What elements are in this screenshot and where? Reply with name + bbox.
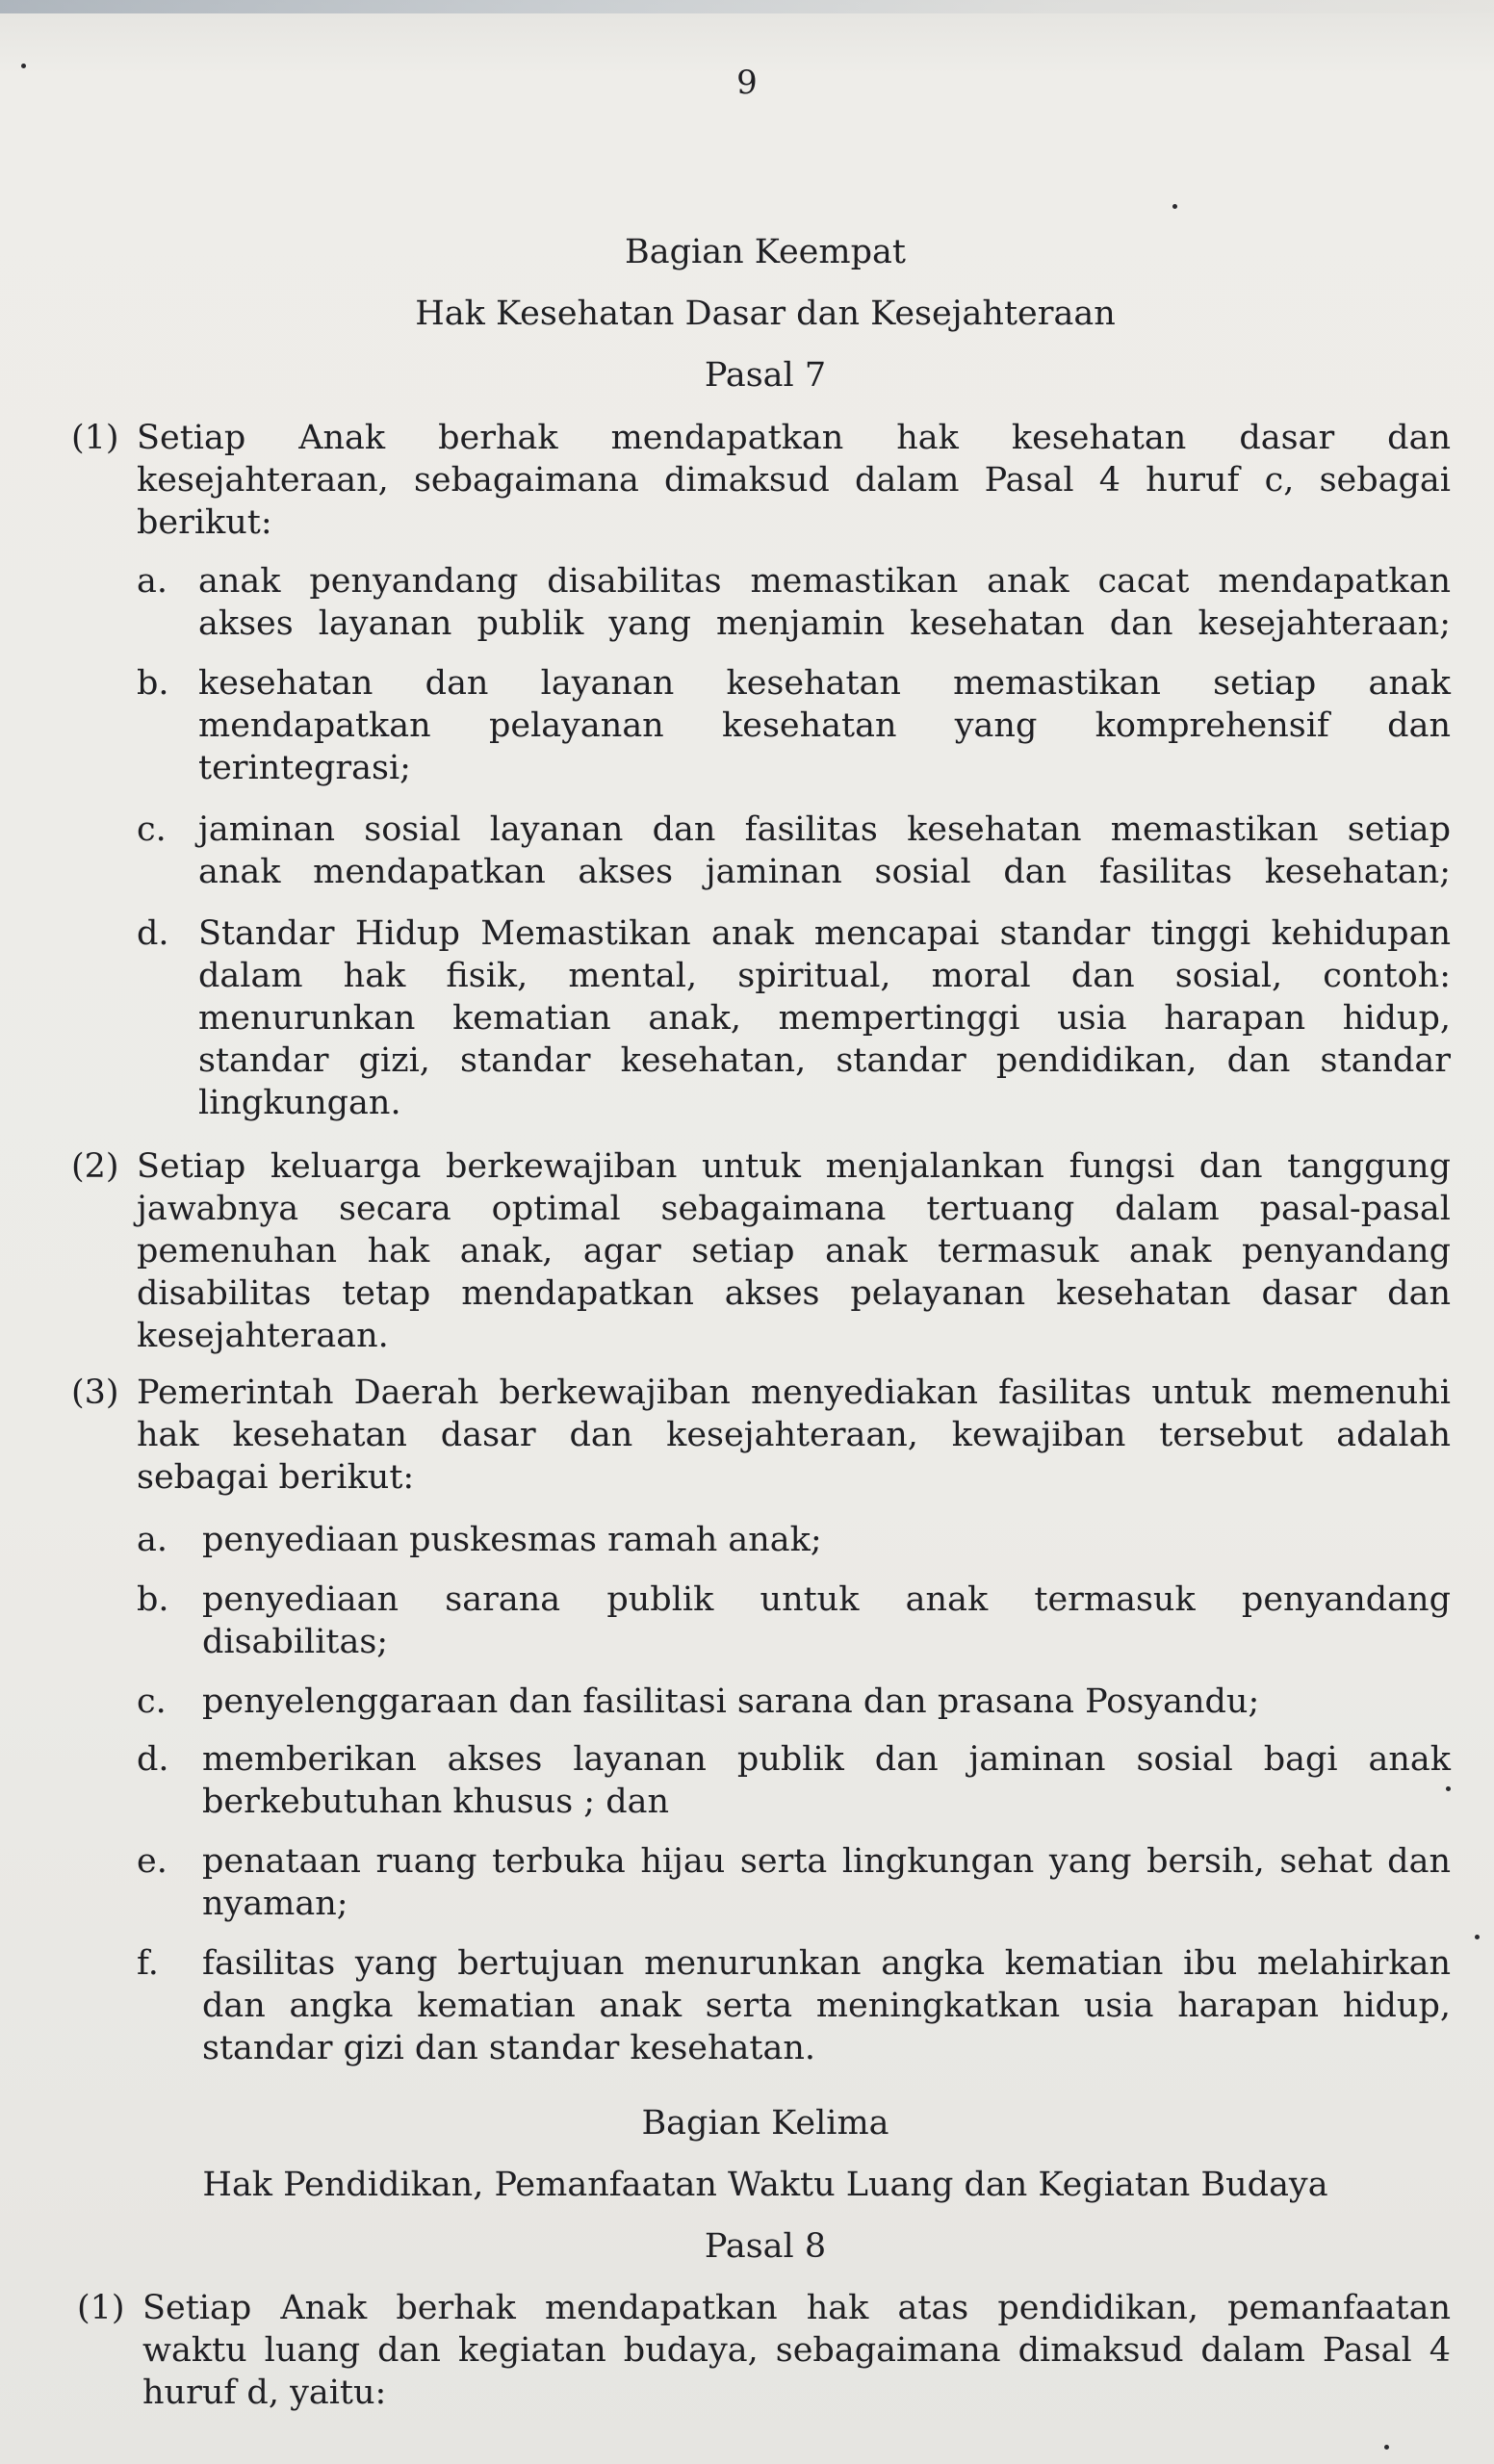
text-line: menurunkan kematian anak, mempertinggi usia harapan hidup, <box>198 999 1451 1038</box>
text-line: penyediaan puskesmas ramah anak; <box>202 1521 822 1559</box>
text-line: kesejahteraan, sebagaimana dimaksud dalam Pasal 4 huruf c, sebagai <box>137 461 1451 500</box>
paragraph-number: (1) <box>71 419 119 457</box>
list-label: d. <box>137 1740 169 1779</box>
text-line: anak penyandang disabilitas memastikan anak cacat mendapatkan <box>198 562 1451 601</box>
list-item <box>202 1681 1451 1723</box>
text-line: penataan ruang terbuka hijau serta lingkungan yang bersih, sehat dan <box>202 1842 1451 1881</box>
article-title: Pasal 7 <box>704 356 827 395</box>
list-item <box>202 1840 1451 1925</box>
list-label: a. <box>137 1521 167 1559</box>
paragraph <box>137 417 1451 544</box>
list-item <box>198 560 1451 645</box>
paragraph <box>137 1372 1451 1499</box>
list-label: e. <box>137 1842 167 1881</box>
text-line: jaminan sosial layanan dan fasilitas kesehatan memastikan setiap <box>198 810 1451 849</box>
text-line: Setiap Anak berhak mendapatkan hak atas pendidikan, pemanfaatan <box>142 2289 1451 2327</box>
text-line: huruf d, yaitu: <box>142 2374 387 2412</box>
article-title: Pasal 8 <box>704 2227 827 2266</box>
text-line: berikut: <box>137 503 272 542</box>
list-label: d. <box>137 914 169 953</box>
scan-speck <box>21 64 26 68</box>
list-label: b. <box>137 1580 169 1619</box>
text-line: akses layanan publik yang menjamin kesehatan dan kesejahteraan; <box>198 604 1451 643</box>
section-title: Hak Kesehatan Dasar dan Kesejahteraan <box>415 295 1116 333</box>
text-line: kesehatan dan layanan kesehatan memastikan setiap anak <box>198 664 1451 703</box>
list-item <box>198 808 1451 893</box>
text-line: disabilitas tetap mendapatkan akses pelayanan kesehatan dasar dan <box>137 1274 1451 1313</box>
page-number: 9 <box>736 64 758 102</box>
text-line: memberikan akses layanan publik dan jaminan sosial bagi anak <box>202 1740 1451 1779</box>
scan-speck <box>1446 1786 1451 1791</box>
list-item <box>198 912 1451 1124</box>
text-line: Setiap keluarga berkewajiban untuk menjalankan fungsi dan tanggung <box>137 1147 1451 1186</box>
paragraph <box>137 1145 1451 1357</box>
text-line: kesejahteraan. <box>137 1317 389 1355</box>
text-line: lingkungan. <box>198 1084 401 1122</box>
text-line: jawabnya secara optimal sebagaimana tertuang dalam pasal-pasal <box>137 1190 1451 1228</box>
list-item <box>198 662 1451 789</box>
text-line: standar gizi, standar kesehatan, standar pendidikan, dan standar <box>198 1041 1451 1080</box>
text-line: nyaman; <box>202 1885 348 1923</box>
text-line: Setiap Anak berhak mendapatkan hak kesehatan dasar dan <box>137 419 1451 457</box>
scan-speck <box>1384 2445 1389 2450</box>
text-line: hak kesehatan dasar dan kesejahteraan, kewajiban tersebut adalah <box>137 1416 1451 1454</box>
text-line: terintegrasi; <box>198 749 411 787</box>
paragraph-number: (1) <box>77 2289 125 2327</box>
scan-speck <box>1172 204 1177 209</box>
section-heading: Bagian Kelima <box>641 2104 889 2143</box>
text-line: dan angka kematian anak serta meningkatkan usia harapan hidup, <box>202 1987 1451 2025</box>
text-line: penyelenggaraan dan fasilitasi sarana dan prasana Posyandu; <box>202 1682 1260 1721</box>
section-title: Hak Pendidikan, Pemanfaatan Waktu Luang dan Kegiatan Budaya <box>202 2166 1328 2204</box>
text-line: Pemerintah Daerah berkewajiban menyediakan fasilitas untuk memenuhi <box>137 1373 1451 1412</box>
text-line: mendapatkan pelayanan kesehatan yang komprehensif dan <box>198 706 1451 745</box>
list-item <box>202 1738 1451 1823</box>
text-line: anak mendapatkan akses jaminan sosial dan fasilitas kesehatan; <box>198 853 1451 891</box>
paragraph-number: (2) <box>71 1147 119 1186</box>
text-line: Standar Hidup Memastikan anak mencapai standar tinggi kehidupan <box>198 914 1451 953</box>
list-label: c. <box>137 1682 167 1721</box>
scan-edge-shadow <box>0 0 1494 13</box>
paragraph <box>142 2287 1451 2414</box>
text-line: waktu luang dan kegiatan budaya, sebagaimana dimaksud dalam Pasal 4 <box>142 2331 1451 2370</box>
list-label: b. <box>137 664 169 703</box>
text-line: fasilitas yang bertujuan menurunkan angka kematian ibu melahirkan <box>202 1944 1451 1983</box>
text-line: disabilitas; <box>202 1623 389 1661</box>
list-label: c. <box>137 810 167 849</box>
list-item <box>202 1519 1451 1561</box>
section-heading: Bagian Keempat <box>625 233 906 271</box>
list-label: f. <box>137 1944 159 1983</box>
text-line: berkebutuhan khusus ; dan <box>202 1783 670 1821</box>
text-line: penyediaan sarana publik untuk anak termasuk penyandang <box>202 1580 1451 1619</box>
text-line: sebagai berikut: <box>137 1458 415 1497</box>
list-item <box>202 1578 1451 1663</box>
text-line: pemenuhan hak anak, agar setiap anak termasuk anak penyandang <box>137 1232 1451 1270</box>
list-label: a. <box>137 562 167 601</box>
text-line: dalam hak fisik, mental, spiritual, moral dan sosial, contoh: <box>198 957 1451 995</box>
list-item <box>202 1942 1451 2069</box>
scan-speck <box>1475 1935 1480 1939</box>
paragraph-number: (3) <box>71 1373 119 1412</box>
text-line: standar gizi dan standar kesehatan. <box>202 2029 816 2067</box>
